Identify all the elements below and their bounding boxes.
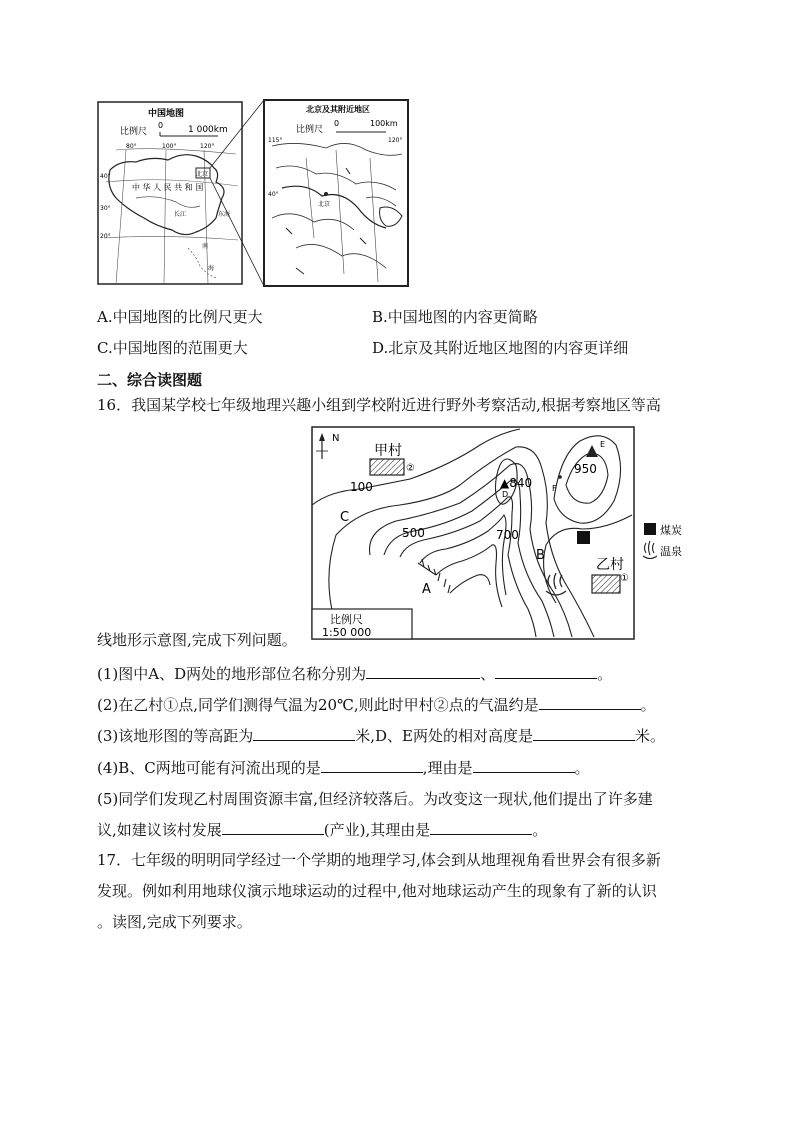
q16-item-5 — [97, 789, 653, 809]
point-a-label: A — [422, 582, 431, 597]
q16-item-5b-mid: (产业),其理由是 — [323, 821, 431, 839]
beijing-lon-1: 115° — [268, 137, 283, 144]
china-beijing-label: 北京 — [196, 171, 209, 178]
q16-item-1-text: (1)图中A、D两处的地形部位名称分别为 — [97, 665, 367, 683]
point-d-label: D — [502, 490, 509, 499]
north-label: N — [332, 433, 340, 444]
beijing-city-label: 北京 — [318, 201, 331, 208]
contour-100-label: 100 — [350, 480, 373, 494]
china-lon-3: 120° — [200, 143, 215, 150]
coal-icon — [577, 531, 590, 544]
china-country-label: 中 华 人 民 共 和 国 — [132, 183, 204, 192]
q16-item-5b-text: 议,如建议该村发展 — [97, 821, 222, 839]
beijing-scale-zero: 0 — [334, 119, 340, 128]
answer-blank[interactable] — [495, 664, 597, 679]
contour-500-label: 500 — [402, 526, 425, 540]
point-b-label: B — [536, 548, 545, 563]
legend-coal-label: 煤炭 — [660, 524, 682, 537]
q16-item-5-text: (5)同学们发现乙村周围资源丰富,但经济较落后。为改变这一现状,他们提出了许多建 — [97, 790, 653, 808]
china-map-title: 中国地图 — [148, 109, 185, 119]
q16-item-4-mid: ,理由是 — [422, 759, 473, 777]
village-yi-label: 乙村 — [596, 557, 624, 573]
contour-map-figure — [310, 425, 685, 643]
q16-item-4-text: (4)B、C两地可能有河流出现的是 — [97, 759, 321, 777]
china-scale-value: 1 000km — [188, 125, 228, 135]
q16-item-1 — [97, 664, 612, 684]
china-lat-3: 30° — [100, 205, 111, 212]
option-c[interactable]: C.中国地图的范围更大 — [97, 339, 248, 357]
contour-scale-label: 比例尺 — [330, 613, 363, 626]
height-950-label: 950 — [574, 462, 597, 476]
china-sea-label: 海 — [208, 265, 215, 272]
height-840-label: ▲840 — [500, 476, 533, 490]
china-scale-label: 比例尺 — [120, 127, 148, 137]
answer-blank[interactable] — [539, 695, 641, 710]
beijing-scale-value: 100km — [370, 119, 398, 128]
option-d[interactable]: D.北京及其附近地区地图的内容更详细 — [372, 339, 629, 357]
contour-scale-value: 1:50 000 — [322, 626, 372, 639]
point-2-label: ② — [406, 463, 415, 474]
answer-blank[interactable] — [253, 726, 355, 741]
q16-item-2-end: 。 — [640, 696, 656, 714]
point-f-label: F — [552, 484, 557, 493]
beijing-map-title: 北京及其附近地区 — [306, 105, 370, 114]
point-e-label: E — [600, 440, 606, 449]
q16-item-5-cont — [97, 820, 547, 840]
china-map — [98, 100, 264, 286]
q17-line1: 17．七年级的明明同学经过一个学期的地理学习,体会到从地理视角看世界会有很多新 — [97, 851, 661, 869]
q16-item-3-mid: 米,D、E两处的相对高度是 — [355, 727, 533, 745]
answer-blank[interactable] — [473, 758, 575, 773]
point-1-label: ① — [620, 573, 629, 584]
china-lon-1: 80° — [126, 143, 137, 150]
q16-intro-line2: 线地形示意图,完成下列问题。 — [97, 631, 297, 649]
answer-blank[interactable] — [321, 758, 423, 773]
answer-blank[interactable] — [430, 820, 532, 835]
beijing-scale-label: 比例尺 — [296, 125, 324, 135]
village-yi-marker — [592, 575, 620, 593]
q17-line2: 发现。例如利用地球仪演示地球运动的过程中,他对地球运动产生的现象有了新的认识 — [97, 882, 657, 900]
q16-item-5b-end: 。 — [532, 821, 548, 839]
beijing-map — [264, 100, 408, 286]
answer-blank[interactable] — [366, 664, 480, 679]
q17-line3: 。读图,完成下列要求。 — [97, 913, 252, 931]
q16-item-2-text: (2)在乙村①点,同学们测得气温为20℃,则此时甲村②点的气温约是 — [97, 696, 539, 714]
q16-item-4-end: 。 — [574, 759, 590, 777]
q16-item-1-sep: 、 — [480, 665, 496, 683]
china-east-sea-label: 东海 — [218, 211, 231, 218]
china-changjiang-label: 长江 — [174, 211, 187, 218]
map-comparison-figure — [96, 98, 416, 290]
beijing-lon-2: 120° — [388, 137, 403, 144]
q16-item-3-text: (3)该地形图的等高距为 — [97, 727, 254, 745]
china-lon-2: 100° — [162, 143, 177, 150]
q16-intro-line1: 16．我国某学校七年级地理兴趣小组到学校附近进行野外考察活动,根据考察地区等高 — [97, 396, 661, 414]
q16-item-3 — [97, 726, 665, 746]
china-south-sea-label: 南 — [202, 243, 209, 250]
q16-item-2 — [97, 695, 656, 715]
q16-item-3-end: 米。 — [635, 727, 666, 745]
china-lat-2: 20° — [100, 233, 111, 240]
contour-700-label: 700 — [496, 528, 519, 542]
q16-item-1-end: 。 — [597, 665, 613, 683]
village-jia-marker — [370, 459, 404, 475]
village-jia-label: 甲村 — [374, 443, 402, 459]
answer-blank[interactable] — [222, 820, 324, 835]
answer-blank[interactable] — [533, 726, 635, 741]
china-lat-1: 40° — [100, 173, 111, 180]
legend-spring-icon — [643, 541, 657, 559]
beijing-lat-1: 40° — [268, 191, 279, 198]
option-a[interactable]: A.中国地图的比例尺更大 — [97, 308, 263, 326]
china-scale-zero: 0 — [158, 121, 164, 130]
legend-coal-icon — [644, 523, 656, 535]
section-heading: 二、综合读图题 — [97, 371, 203, 389]
q16-item-4 — [97, 758, 590, 778]
legend-spring-label: 温泉 — [660, 545, 682, 558]
point-c-label: C — [340, 510, 350, 525]
option-b[interactable]: B.中国地图的内容更简略 — [372, 308, 538, 326]
